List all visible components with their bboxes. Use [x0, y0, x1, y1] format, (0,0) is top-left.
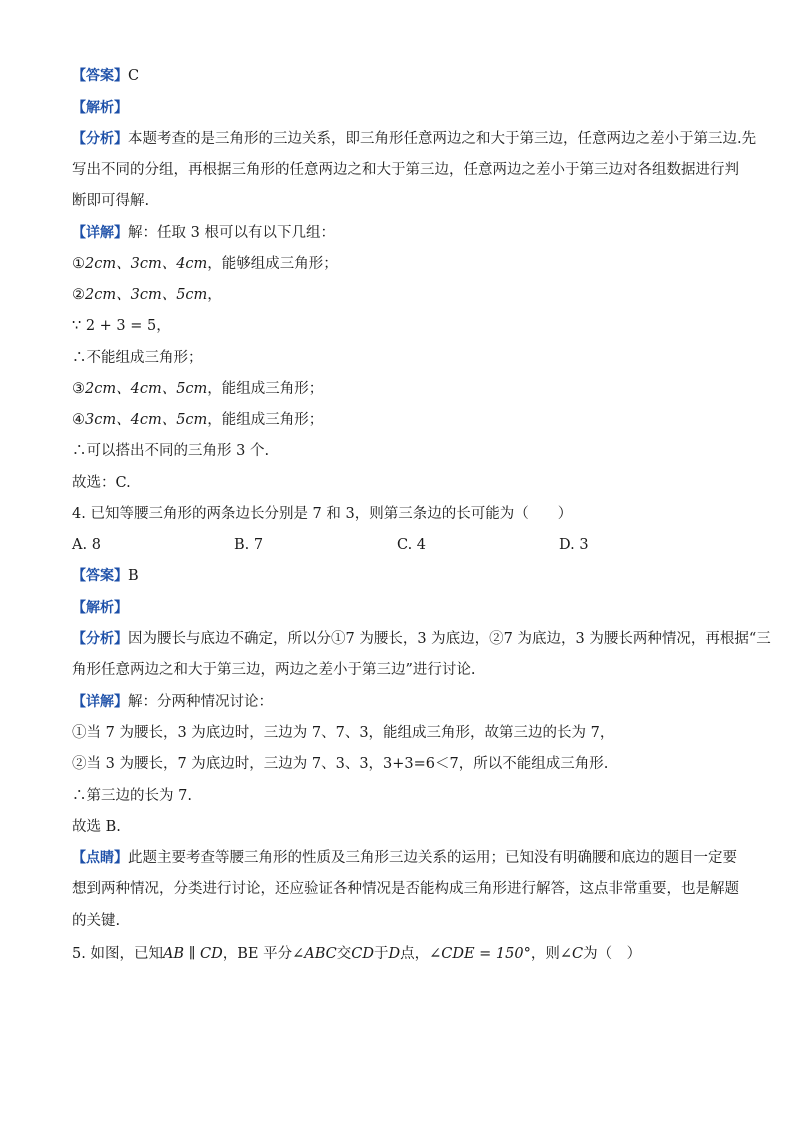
case-line-2: ②当 3 为腰长，7 为底边时，三边为 7、3、3，3+3=6＜7，所以不能组成三角形.	[72, 756, 609, 772]
dianjing-line	[72, 848, 737, 868]
group-text: ，	[207, 287, 222, 303]
circled-number: ③	[72, 381, 85, 397]
answer-value: C	[128, 68, 140, 84]
detail-text: 解：任取 3 根可以有以下几组：	[128, 225, 335, 241]
paragraph-line: 角形任意两边之和大于第三边，两边之差小于第三边”进行讨论.	[72, 662, 476, 678]
group-line-2	[72, 285, 732, 305]
paragraph-line: 写出不同的分组，再根据三角形的任意两边之和大于第三边，任意两边之差小于第三边对各组数据进行判	[72, 162, 739, 178]
answer-tag: 【答案】	[72, 568, 128, 584]
math-expression: 2cm、4cm、5cm	[85, 381, 208, 397]
analysis-tag: 【解析】	[72, 600, 128, 616]
options-row-q4	[72, 535, 732, 555]
option-b: B. 7	[234, 537, 264, 553]
q5-text: 为（ ）	[583, 946, 642, 962]
group-text: ，能组成三角形；	[207, 381, 324, 397]
math-expression: 2cm、3cm、4cm	[85, 256, 208, 272]
math-expression: D	[388, 946, 401, 962]
q5-text: 点，	[400, 946, 430, 962]
choice-line: 故选 B.	[72, 819, 121, 835]
choice-line: 故选：C.	[72, 475, 131, 491]
dianjing-tag: 【点睛】	[72, 850, 128, 866]
math-expression: CD	[351, 946, 374, 962]
dianjing-text: 此题主要考查等腰三角形的性质及三角形三边关系的运用；已知没有明确腰和底边的题目一定要	[128, 850, 737, 866]
math-expression: AB ∥ CD	[162, 946, 223, 962]
detail-text: 解：分两种情况讨论：	[128, 694, 273, 710]
analysis-tag: 【解析】	[72, 100, 128, 116]
q5-text: 5. 如图，已知	[72, 946, 163, 962]
answer-tag: 【答案】	[72, 68, 128, 84]
conclusion-line: ∴第三边的长为 7.	[72, 788, 192, 804]
math-expression: 2cm、3cm、5cm	[85, 287, 208, 303]
group-line-1	[72, 254, 732, 274]
fenxi-text: 因为腰长与底边不确定，所以分①7 为腰长，3 为底边，②7 为底边，3 为腰长两种情况，再根据“三	[128, 631, 771, 647]
q5-text: ，BE 平分	[222, 946, 293, 962]
q5-text: ，则	[530, 946, 560, 962]
fenxi-line-q3	[72, 129, 757, 149]
conclusion-line: ∴可以搭出不同的三角形 3 个.	[72, 443, 270, 459]
fenxi-tag: 【分析】	[72, 631, 128, 647]
paragraph-line: 的关键.	[72, 913, 121, 929]
circled-number: ②	[72, 287, 85, 303]
math-expression: ∠CDE = 150°	[429, 946, 531, 962]
paragraph-line: 想到两种情况，分类进行讨论，还应验证各种情况是否能构成三角形进行解答，这点非常重要，也是解题	[72, 881, 739, 897]
question-4: 4. 已知等腰三角形的两条边长分别是 7 和 3，则第三条边的长可能为（ ）	[72, 506, 573, 522]
group-line-3	[72, 379, 732, 399]
answer-value: B	[128, 568, 139, 584]
q5-text: 于	[373, 946, 389, 962]
group-text: ，能够组成三角形；	[207, 256, 338, 272]
answer-line-q3	[72, 66, 732, 86]
group-text: ，能组成三角形；	[207, 412, 324, 428]
therefore-line: ∴不能组成三角形；	[72, 350, 203, 366]
answer-line-q4	[72, 566, 732, 586]
fenxi-line-q4	[72, 629, 771, 649]
circled-number: ①	[72, 256, 85, 272]
fenxi-tag: 【分析】	[72, 131, 128, 147]
analysis-heading-q3	[72, 98, 732, 118]
math-expression: 3cm、4cm、5cm	[85, 412, 208, 428]
math-expression: ∠C	[559, 946, 584, 962]
detail-tag: 【详解】	[72, 694, 128, 710]
analysis-heading-q4	[72, 598, 732, 618]
case-line-1: ①当 7 为腰长，3 为底边时，三边为 7、7、3，能组成三角形，故第三边的长为 7，	[72, 725, 615, 741]
because-line: ∵ 2 + 3 = 5，	[72, 318, 171, 334]
fenxi-text: 本题考查的是三角形的三边关系，即三角形任意两边之和大于第三边，任意两边之差小于第三边.先	[128, 131, 757, 147]
paragraph-line: 断即可得解.	[72, 193, 150, 209]
group-line-4	[72, 410, 732, 430]
detail-line-q3	[72, 223, 732, 243]
math-expression: ∠ABC	[292, 946, 337, 962]
option-c: C. 4	[397, 537, 427, 553]
circled-number: ④	[72, 412, 85, 428]
option-a: A. 8	[72, 537, 101, 553]
option-d: D. 3	[559, 537, 589, 553]
detail-tag: 【详解】	[72, 225, 128, 241]
question-5	[72, 944, 732, 964]
q5-text: 交	[336, 946, 352, 962]
detail-line-q4	[72, 692, 732, 712]
